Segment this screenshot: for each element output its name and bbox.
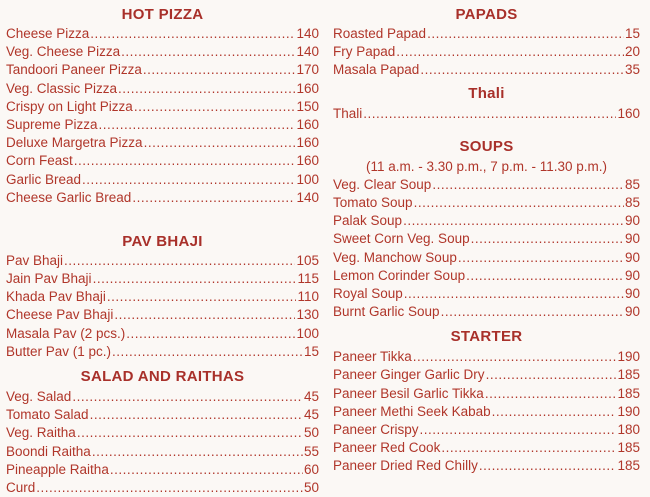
menu-item-name: Garlic Bread — [6, 171, 82, 187]
menu-item-paneer-besil-garlic-tikka — [333, 385, 640, 403]
menu-item-name: Paneer Ginger Garlic Dry — [333, 367, 485, 383]
dot-leader — [132, 189, 295, 207]
dot-leader — [413, 348, 617, 366]
menu-item-price: 185 — [617, 440, 640, 456]
menu-item-cheese-pizza — [6, 25, 319, 43]
menu-item-name: Masala Pav (2 pcs.) — [6, 325, 126, 341]
menu-item-crispy-on-light-pizza — [6, 98, 319, 116]
section-heading-thali: Thali — [468, 84, 505, 102]
menu-item-name: Cheese Pizza — [6, 26, 90, 41]
section-heading-soups: SOUPS — [459, 137, 514, 155]
menu-item-price: 160 — [296, 135, 319, 151]
menu-item-price: 90 — [624, 231, 640, 247]
menu-item-name: Crispy on Light Pizza — [6, 98, 133, 114]
dot-leader — [363, 105, 616, 123]
menu-item-price: 130 — [296, 307, 319, 323]
menu-item-price: 90 — [624, 285, 640, 301]
menu-item-price: 110 — [297, 289, 319, 305]
menu-item-palak-soup — [333, 212, 640, 230]
menu-item-name: Paneer Dried Red Chilly — [333, 458, 478, 474]
menu-item-price: 55 — [303, 443, 319, 459]
menu-item-name: Veg. Raitha — [6, 425, 76, 441]
menu-item-price: 160 — [617, 105, 640, 121]
menu-item-name: Paneer Crispy — [333, 422, 419, 437]
menu-item-butter-pav-1-pc — [6, 343, 319, 361]
menu-item-royal-soup — [333, 285, 640, 303]
menu-item-pav-bhaji — [6, 252, 319, 270]
dot-leader — [466, 267, 624, 285]
menu-item-name: Paneer Red Cook — [333, 440, 441, 456]
section-heading-starter: STARTER — [450, 328, 523, 346]
menu-item-name: Khada Pav Bhaji — [6, 289, 106, 305]
menu-item-price: 90 — [624, 267, 640, 283]
menu-item-garlic-bread — [6, 171, 319, 189]
soups-timing-note: (11 a.m. - 3.30 p.m., 7 p.m. - 11.30 p.m.) — [365, 158, 608, 174]
left-column — [6, 0, 319, 497]
menu-item-khada-pav-bhaji — [6, 288, 319, 306]
menu-item-paneer-tikka — [333, 348, 640, 366]
menu-item-cheese-pav-bhaji — [6, 306, 319, 324]
menu-item-name: Lemon Corinder Soup — [333, 267, 466, 283]
menu-item-cheese-garlic-bread — [6, 189, 319, 207]
menu-item-price: 185 — [617, 458, 640, 474]
menu-item-price: 140 — [296, 26, 319, 41]
menu-item-name: Cheese Garlic Bread — [6, 189, 132, 205]
menu-item-price: 190 — [617, 403, 640, 419]
menu-item-name: Royal Soup — [333, 285, 403, 301]
menu-item-price: 115 — [297, 271, 319, 287]
dot-leader — [427, 25, 624, 43]
menu-item-price: 85 — [624, 176, 640, 192]
dot-leader — [143, 61, 296, 79]
menu-item-paneer-crispy — [333, 421, 640, 439]
dot-leader — [420, 61, 624, 79]
menu-item-boondi-raitha — [6, 443, 319, 461]
dot-leader — [114, 306, 295, 324]
menu-item-price: 20 — [624, 44, 640, 60]
menu-item-tomato-soup — [333, 194, 640, 212]
menu-item-name: Thali — [333, 105, 363, 121]
menu-item-name: Paneer Besil Garlic Tikka — [333, 385, 484, 401]
menu-item-burnt-garlic-soup — [333, 303, 640, 321]
dot-leader — [492, 403, 617, 421]
menu-item-fry-papad — [333, 43, 640, 61]
menu-item-price: 45 — [303, 389, 319, 404]
menu-item-corn-feast — [6, 152, 319, 170]
menu-item-paneer-methi-seek-kabab — [333, 403, 640, 421]
dot-leader — [485, 385, 617, 403]
menu-item-price: 160 — [296, 116, 319, 132]
menu-item-price: 50 — [303, 425, 319, 441]
menu-item-paneer-red-cook — [333, 439, 640, 457]
dot-leader — [458, 249, 624, 267]
menu-item-veg-raitha — [6, 424, 319, 442]
menu-item-price: 140 — [296, 44, 319, 60]
menu-item-price: 105 — [296, 252, 319, 268]
dot-leader — [77, 424, 303, 442]
menu-item-name: Roasted Papad — [333, 26, 427, 41]
menu-item-name: Burnt Garlic Soup — [333, 304, 440, 320]
menu-item-name: Pineapple Raitha — [6, 461, 109, 477]
menu-item-name: Fry Papad — [333, 44, 396, 60]
menu-item-veg-clear-soup — [333, 176, 640, 194]
menu-item-name: Corn Feast — [6, 153, 73, 169]
menu-item-price: 60 — [303, 461, 319, 477]
menu-item-price: 180 — [617, 422, 640, 437]
menu-item-price: 85 — [624, 194, 640, 210]
menu-item-price: 185 — [617, 385, 640, 401]
menu-item-name: Paneer Tikka — [333, 349, 412, 365]
dot-leader — [403, 212, 624, 230]
dot-leader — [74, 152, 296, 170]
menu-item-price: 160 — [296, 153, 319, 169]
menu-item-price: 185 — [617, 367, 640, 383]
menu-item-price: 140 — [296, 189, 319, 205]
dot-leader — [126, 325, 295, 343]
menu-item-name: Tomato Salad — [6, 407, 89, 423]
menu-item-name: Sweet Corn Veg. Soup — [333, 231, 470, 247]
menu-item-paneer-dried-red-chilly — [333, 457, 640, 475]
dot-leader — [144, 134, 296, 152]
menu-item-name: Tomato Soup — [333, 194, 413, 210]
menu-item-name: Butter Pav (1 pc.) — [6, 343, 112, 359]
menu-item-price: 15 — [303, 343, 319, 359]
menu-item-name: Boondi Raitha — [6, 443, 91, 459]
dot-leader — [110, 461, 303, 479]
dot-leader — [404, 285, 624, 303]
dot-leader — [64, 252, 295, 270]
dot-leader — [112, 343, 303, 361]
menu-item-name: Veg. Classic Pizza — [6, 80, 118, 96]
dot-leader — [396, 43, 624, 61]
dot-leader — [107, 288, 297, 306]
dot-leader — [82, 171, 295, 189]
menu-item-price: 45 — [303, 407, 319, 423]
dot-leader — [121, 43, 295, 61]
dot-leader — [420, 421, 617, 439]
menu-item-name: Deluxe Margetra Pizza — [6, 135, 143, 151]
menu-item-name: Supreme Pizza — [6, 116, 98, 132]
menu-item-veg-cheese-pizza — [6, 43, 319, 61]
menu-item-name: Curd — [6, 479, 36, 495]
menu-item-deluxe-margetra-pizza — [6, 134, 319, 152]
menu-item-name: Veg. Cheese Pizza — [6, 44, 121, 60]
dot-leader — [441, 303, 624, 321]
menu-item-veg-classic-pizza — [6, 80, 319, 98]
menu-item-tomato-salad — [6, 406, 319, 424]
section-heading-pav-bhaji: PAV BHAJI — [122, 232, 203, 250]
dot-leader — [72, 388, 303, 406]
menu-item-name: Tandoori Paneer Pizza — [6, 62, 142, 78]
menu-item-pineapple-raitha — [6, 461, 319, 479]
menu-item-price: 90 — [624, 249, 640, 265]
menu-item-price: 100 — [296, 171, 319, 187]
dot-leader — [414, 194, 624, 212]
menu-item-name: Veg. Clear Soup — [333, 176, 432, 192]
dot-leader — [441, 439, 616, 457]
menu-item-price: 35 — [624, 62, 640, 78]
dot-leader — [432, 176, 624, 194]
dot-leader — [99, 116, 296, 134]
dot-leader — [134, 98, 296, 116]
menu-item-price: 90 — [624, 213, 640, 229]
menu-item-masala-pav-2-pcs — [6, 325, 319, 343]
dot-leader — [90, 406, 303, 424]
dot-leader — [486, 366, 617, 384]
menu-item-name: Cheese Pav Bhaji — [6, 307, 114, 323]
dot-leader — [90, 25, 295, 43]
dot-leader — [118, 80, 295, 98]
menu-item-name: Paneer Methi Seek Kabab — [333, 403, 491, 419]
dot-leader — [92, 443, 303, 461]
menu-item-price: 90 — [624, 304, 640, 320]
menu-item-name: Palak Soup — [333, 213, 403, 229]
menu-item-price: 150 — [296, 98, 319, 114]
section-heading-salad-and-raithas: SALAD AND RAITHAS — [80, 368, 245, 385]
menu-item-price: 170 — [296, 62, 319, 78]
menu-item-price: 50 — [303, 479, 319, 495]
dot-leader — [479, 457, 617, 475]
menu-item-roasted-papad — [333, 25, 640, 43]
menu-item-price: 190 — [617, 349, 640, 365]
menu-item-name: Jain Pav Bhaji — [6, 271, 92, 287]
menu-item-thali — [333, 105, 640, 123]
menu-item-veg-manchow-soup — [333, 249, 640, 267]
section-heading-papads: PAPADS — [455, 6, 518, 23]
menu-item-price: 100 — [296, 325, 319, 341]
menu-item-paneer-ginger-garlic-dry — [333, 366, 640, 384]
dot-leader — [471, 230, 624, 248]
menu-item-veg-salad — [6, 388, 319, 406]
menu-item-masala-papad — [333, 61, 640, 79]
right-column — [333, 0, 640, 476]
menu-item-price: 160 — [296, 80, 319, 96]
menu-item-supreme-pizza — [6, 116, 319, 134]
menu-item-sweet-corn-veg-soup — [333, 230, 640, 248]
menu-item-tandoori-paneer-pizza — [6, 61, 319, 79]
menu-item-name: Pav Bhaji — [6, 252, 64, 268]
dot-leader — [93, 270, 297, 288]
section-heading-hot-pizza: HOT PIZZA — [121, 6, 204, 23]
menu-item-jain-pav-bhaji — [6, 270, 319, 288]
menu-item-name: Veg. Salad — [6, 389, 72, 404]
menu-item-lemon-corinder-soup — [333, 267, 640, 285]
menu-item-name: Masala Papad — [333, 62, 420, 78]
menu-item-name: Veg. Manchow Soup — [333, 249, 457, 265]
menu-item-price: 15 — [624, 26, 640, 41]
